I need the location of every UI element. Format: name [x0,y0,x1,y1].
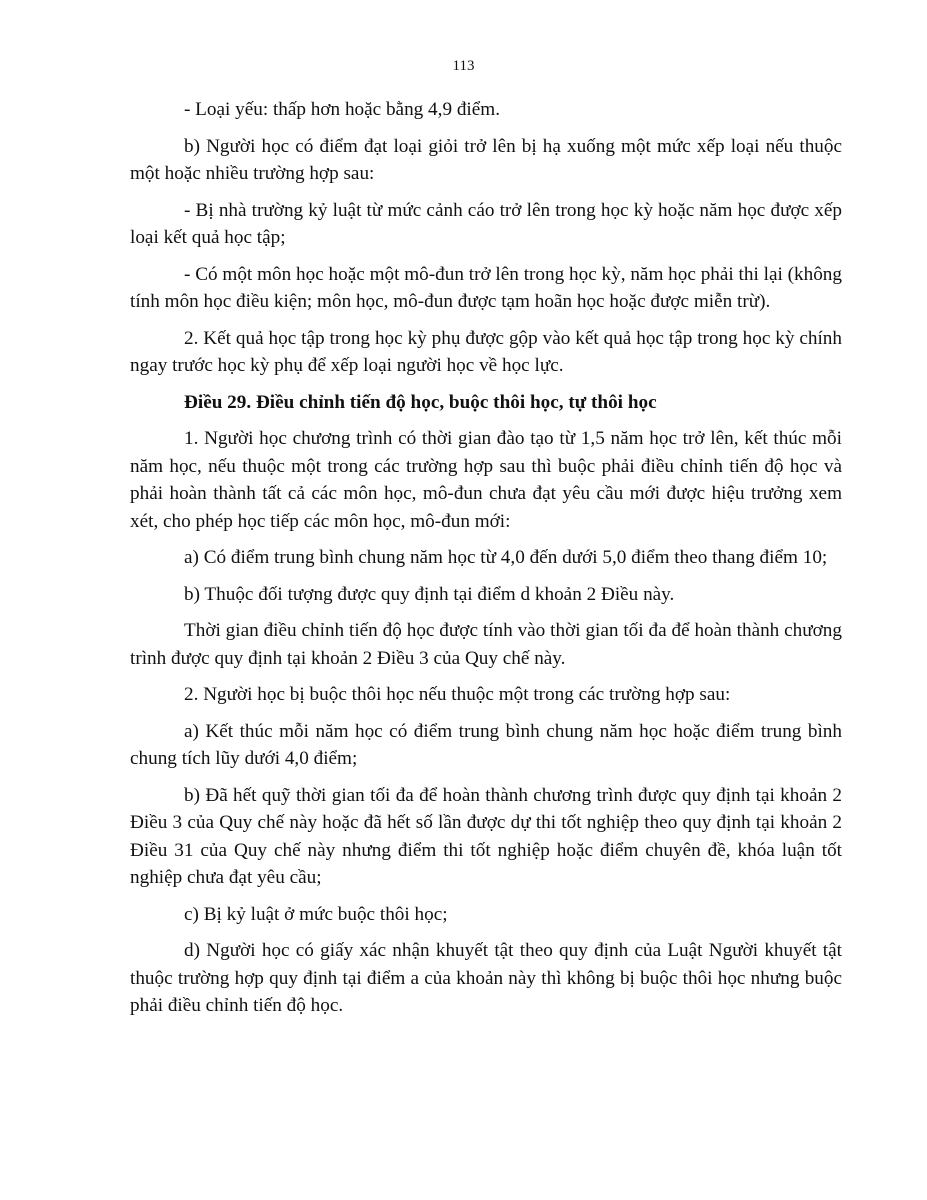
paragraph-grade-weak: - Loại yếu: thấp hơn hoặc bằng 4,9 điểm. [184,99,500,120]
document-body [130,96,842,1029]
page-number: 113 [452,58,475,74]
paragraph-expulsion-case-c: c) Bị kỷ luật ở mức buộc thôi học; [184,903,448,925]
article-29-heading: Điều 29. Điều chỉnh tiến độ học, buộc thôi học, tự thôi học [184,391,657,413]
paragraph-expulsion-rule: 2. Người học bị buộc thôi học nếu thuộc một trong các trường hợp sau: [184,684,731,705]
paragraph-adjust-case-b: b) Thuộc đối tượng được quy định tại điểm d khoản 2 Điều này. [184,583,675,605]
paragraph-retake-case: - Có một môn học hoặc một mô-đun trở lên trong học kỳ, năm học phải thi lại (không tính môn học điều kiện; môn học, mô-đun được tạm hoãn học hoặc được miễn trừ). [130,263,842,312]
paragraph-adjust-time: Thời gian điều chỉnh tiến độ học được tính vào thời gian tối đa để hoàn thành chương trình được quy định tại khoản 2 Điều 3 của Quy chế này. [130,620,842,669]
paragraph-downgrade-rule: b) Người học có điểm đạt loại giỏi trở lên bị hạ xuống một mức xếp loại nếu thuộc một hoặc nhiều trường hợp sau: [130,135,842,184]
paragraph-summer-term: 2. Kết quả học tập trong học kỳ phụ được gộp vào kết quả học tập trong học kỳ chính ngay trước học kỳ phụ để xếp loại người học về học lực. [130,327,842,376]
paragraph-expulsion-case-b: b) Đã hết quỹ thời gian tối đa để hoàn thành chương trình được quy định tại khoản 2 Điều 3 của Quy chế này hoặc đã hết số lần được dự thi tốt nghiệp theo quy định tại khoản 2 Điều 31 của Quy chế này nhưng điểm thi tốt nghiệp hoặc điểm chuyên đề, khóa luận tốt nghiệp chưa đạt yêu cầu; [130,784,842,888]
paragraph-discipline-case: - Bị nhà trường kỷ luật từ mức cảnh cáo trở lên trong học kỳ hoặc năm học được xếp loại kết quả học tập; [130,199,842,248]
paragraph-adjust-case-a: a) Có điểm trung bình chung năm học từ 4,0 đến dưới 5,0 điểm theo thang điểm 10; [184,547,828,568]
paragraph-adjust-progress: 1. Người học chương trình có thời gian đào tạo từ 1,5 năm học trở lên, kết thúc mỗi năm học, nếu thuộc một trong các trường hợp sau thì buộc phải điều chỉnh tiến độ học và phải hoàn thành tất cả các môn học, mô-đun chưa đạt yêu cầu mới được hiệu trưởng xem xét, cho phép học tiếp các môn học, mô-đun mới: [130,428,842,532]
paragraph-expulsion-case-d: d) Người học có giấy xác nhận khuyết tật theo quy định của Luật Người khuyết tật thuộc trường hợp quy định tại điểm a của khoản này thì không bị buộc thôi học nhưng buộc phải điều chỉnh tiến độ học. [130,940,842,1016]
paragraph-expulsion-case-a: a) Kết thúc mỗi năm học có điểm trung bình chung năm học hoặc điểm trung bình chung tích lũy dưới 4,0 điểm; [130,720,842,769]
